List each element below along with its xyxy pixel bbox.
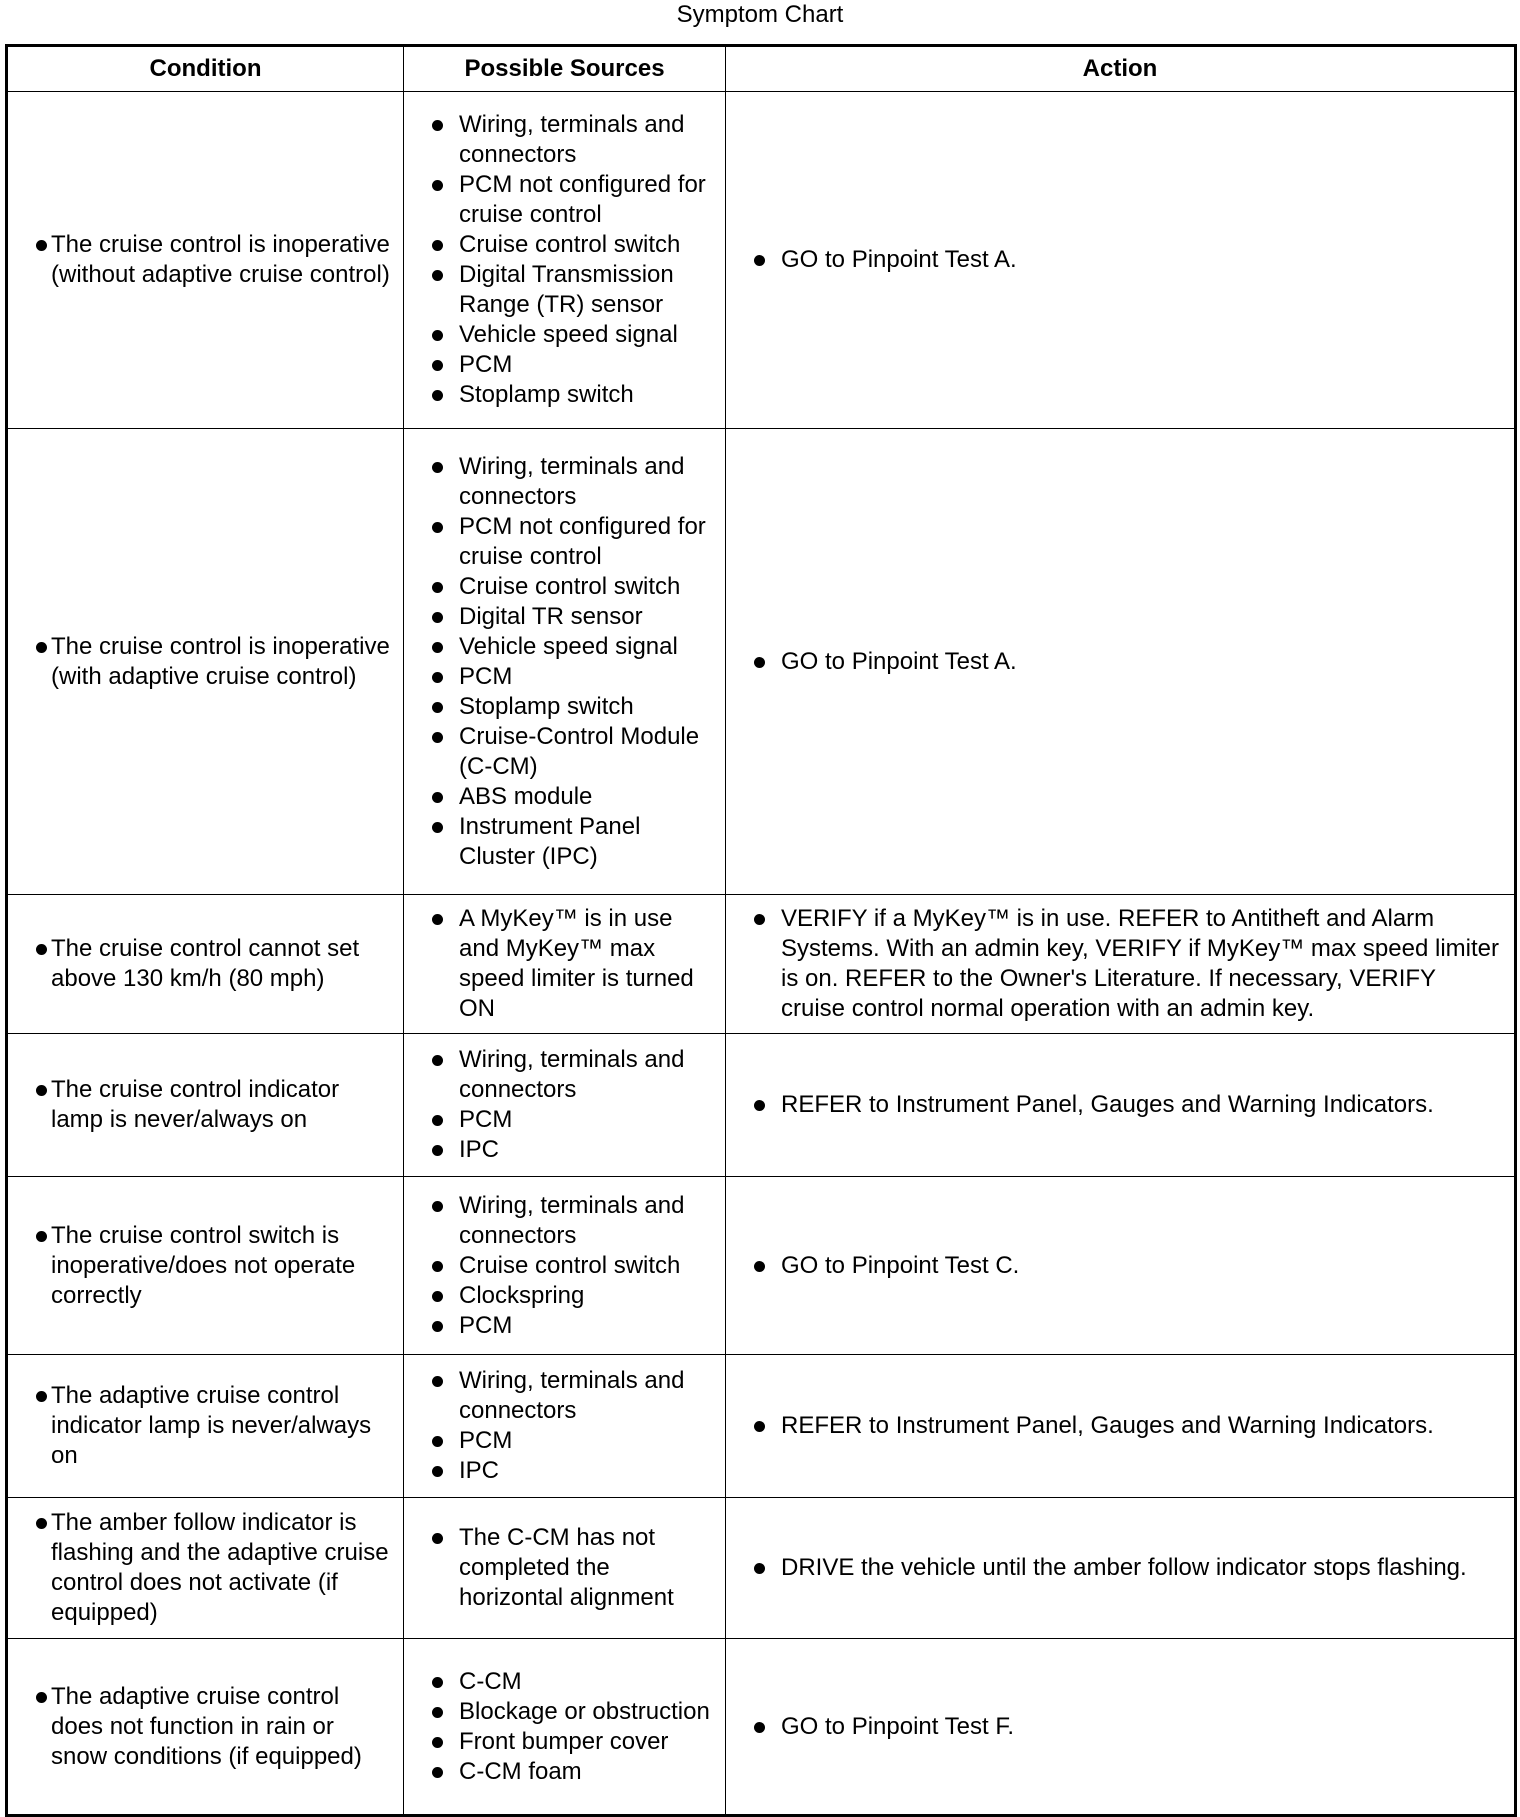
condition-cell — [7, 1639, 404, 1816]
source-item: Blockage or obstruction — [414, 1697, 713, 1727]
symptom-chart-table — [5, 44, 1517, 1817]
table-row — [7, 895, 1516, 1034]
source-item: Digital Transmission Range (TR) sensor — [414, 260, 713, 320]
page-title: Symptom Chart — [676, 1, 844, 28]
condition-text: The cruise control is inoperative (with adaptive cruise control) — [18, 632, 391, 692]
source-item: Wiring, terminals and connectors — [414, 1366, 713, 1426]
condition-cell — [7, 1355, 404, 1498]
source-item: ABS module — [414, 782, 713, 812]
condition-text: The adaptive cruise control does not function in rain or snow conditions (if equipped) — [18, 1682, 391, 1772]
source-item: Stoplamp switch — [414, 692, 713, 722]
action-text: DRIVE the vehicle until the amber follow indicator stops flashing. — [736, 1553, 1502, 1583]
source-item: Front bumper cover — [414, 1727, 713, 1757]
action-cell — [726, 1355, 1516, 1498]
source-item: PCM — [414, 1105, 713, 1135]
source-item: PCM — [414, 1311, 713, 1341]
action-text: VERIFY if a MyKey™ is in use. REFER to Antitheft and Alarm Systems. With an admin key, VERIFY if MyKey™ max speed limiter is on. REFER to the Owner's Literature. If necessary, VERIFY cruise control normal operation with an admin key. — [736, 904, 1502, 1024]
possible-sources-cell — [404, 1639, 726, 1816]
table-row — [7, 1639, 1516, 1816]
action-text: REFER to Instrument Panel, Gauges and Warning Indicators. — [736, 1090, 1502, 1120]
action-cell — [726, 1639, 1516, 1816]
action-cell — [726, 895, 1516, 1034]
action-cell — [726, 92, 1516, 429]
source-item: Cruise control switch — [414, 230, 713, 260]
header-action: Action — [726, 46, 1516, 92]
source-item: Clockspring — [414, 1281, 713, 1311]
condition-cell — [7, 92, 404, 429]
condition-cell — [7, 1177, 404, 1355]
action-cell — [726, 429, 1516, 895]
table-row — [7, 429, 1516, 895]
possible-sources-cell — [404, 1355, 726, 1498]
condition-text: The adaptive cruise control indicator lamp is never/always on — [18, 1381, 391, 1471]
source-item: A MyKey™ is in use and MyKey™ max speed limiter is turned ON — [414, 904, 713, 1024]
table-row — [7, 1355, 1516, 1498]
action-text: GO to Pinpoint Test C. — [736, 1251, 1502, 1281]
source-item: Wiring, terminals and connectors — [414, 1191, 713, 1251]
source-item: PCM — [414, 350, 713, 380]
source-item: Instrument Panel Cluster (IPC) — [414, 812, 713, 872]
source-item: Vehicle speed signal — [414, 320, 713, 350]
table-row — [7, 1498, 1516, 1639]
table-body — [7, 92, 1516, 1816]
source-item: Vehicle speed signal — [414, 632, 713, 662]
possible-sources-cell — [404, 1034, 726, 1177]
source-item: Wiring, terminals and connectors — [414, 1045, 713, 1105]
source-item: The C-CM has not completed the horizontal alignment — [414, 1523, 713, 1613]
source-item: Wiring, terminals and connectors — [414, 452, 713, 512]
action-cell — [726, 1034, 1516, 1177]
source-item: Stoplamp switch — [414, 380, 713, 410]
table-row — [7, 1034, 1516, 1177]
possible-sources-cell — [404, 429, 726, 895]
source-item: PCM not configured for cruise control — [414, 170, 713, 230]
action-text: GO to Pinpoint Test A. — [736, 245, 1502, 275]
condition-cell — [7, 1498, 404, 1639]
table-header-row — [7, 46, 1516, 92]
source-item: Wiring, terminals and connectors — [414, 110, 713, 170]
condition-cell — [7, 1034, 404, 1177]
source-item: PCM — [414, 1426, 713, 1456]
header-condition: Condition — [7, 46, 404, 92]
possible-sources-cell — [404, 1177, 726, 1355]
condition-text: The cruise control cannot set above 130 km/h (80 mph) — [18, 934, 391, 994]
source-item: Cruise control switch — [414, 1251, 713, 1281]
condition-text: The amber follow indicator is flashing and the adaptive cruise control does not activate (if equipped) — [18, 1508, 391, 1628]
condition-cell — [7, 429, 404, 895]
action-text: GO to Pinpoint Test A. — [736, 647, 1502, 677]
possible-sources-cell — [404, 1498, 726, 1639]
source-item: C-CM — [414, 1667, 713, 1697]
action-cell — [726, 1177, 1516, 1355]
table-row — [7, 92, 1516, 429]
possible-sources-cell — [404, 895, 726, 1034]
action-cell — [726, 1498, 1516, 1639]
source-item: C-CM foam — [414, 1757, 713, 1787]
condition-text: The cruise control switch is inoperative/does not operate correctly — [18, 1221, 391, 1311]
source-item: PCM not configured for cruise control — [414, 512, 713, 572]
action-text: REFER to Instrument Panel, Gauges and Warning Indicators. — [736, 1411, 1502, 1441]
source-item: IPC — [414, 1135, 713, 1165]
source-item: PCM — [414, 662, 713, 692]
source-item: Cruise control switch — [414, 572, 713, 602]
condition-text: The cruise control indicator lamp is never/always on — [18, 1075, 391, 1135]
source-item: Digital TR sensor — [414, 602, 713, 632]
source-item: Cruise-Control Module (C-CM) — [414, 722, 713, 782]
source-item: IPC — [414, 1456, 713, 1486]
header-possible-sources: Possible Sources — [404, 46, 726, 92]
condition-text: The cruise control is inoperative (without adaptive cruise control) — [18, 230, 391, 290]
condition-cell — [7, 895, 404, 1034]
possible-sources-cell — [404, 92, 726, 429]
table-row — [7, 1177, 1516, 1355]
action-text: GO to Pinpoint Test F. — [736, 1712, 1502, 1742]
